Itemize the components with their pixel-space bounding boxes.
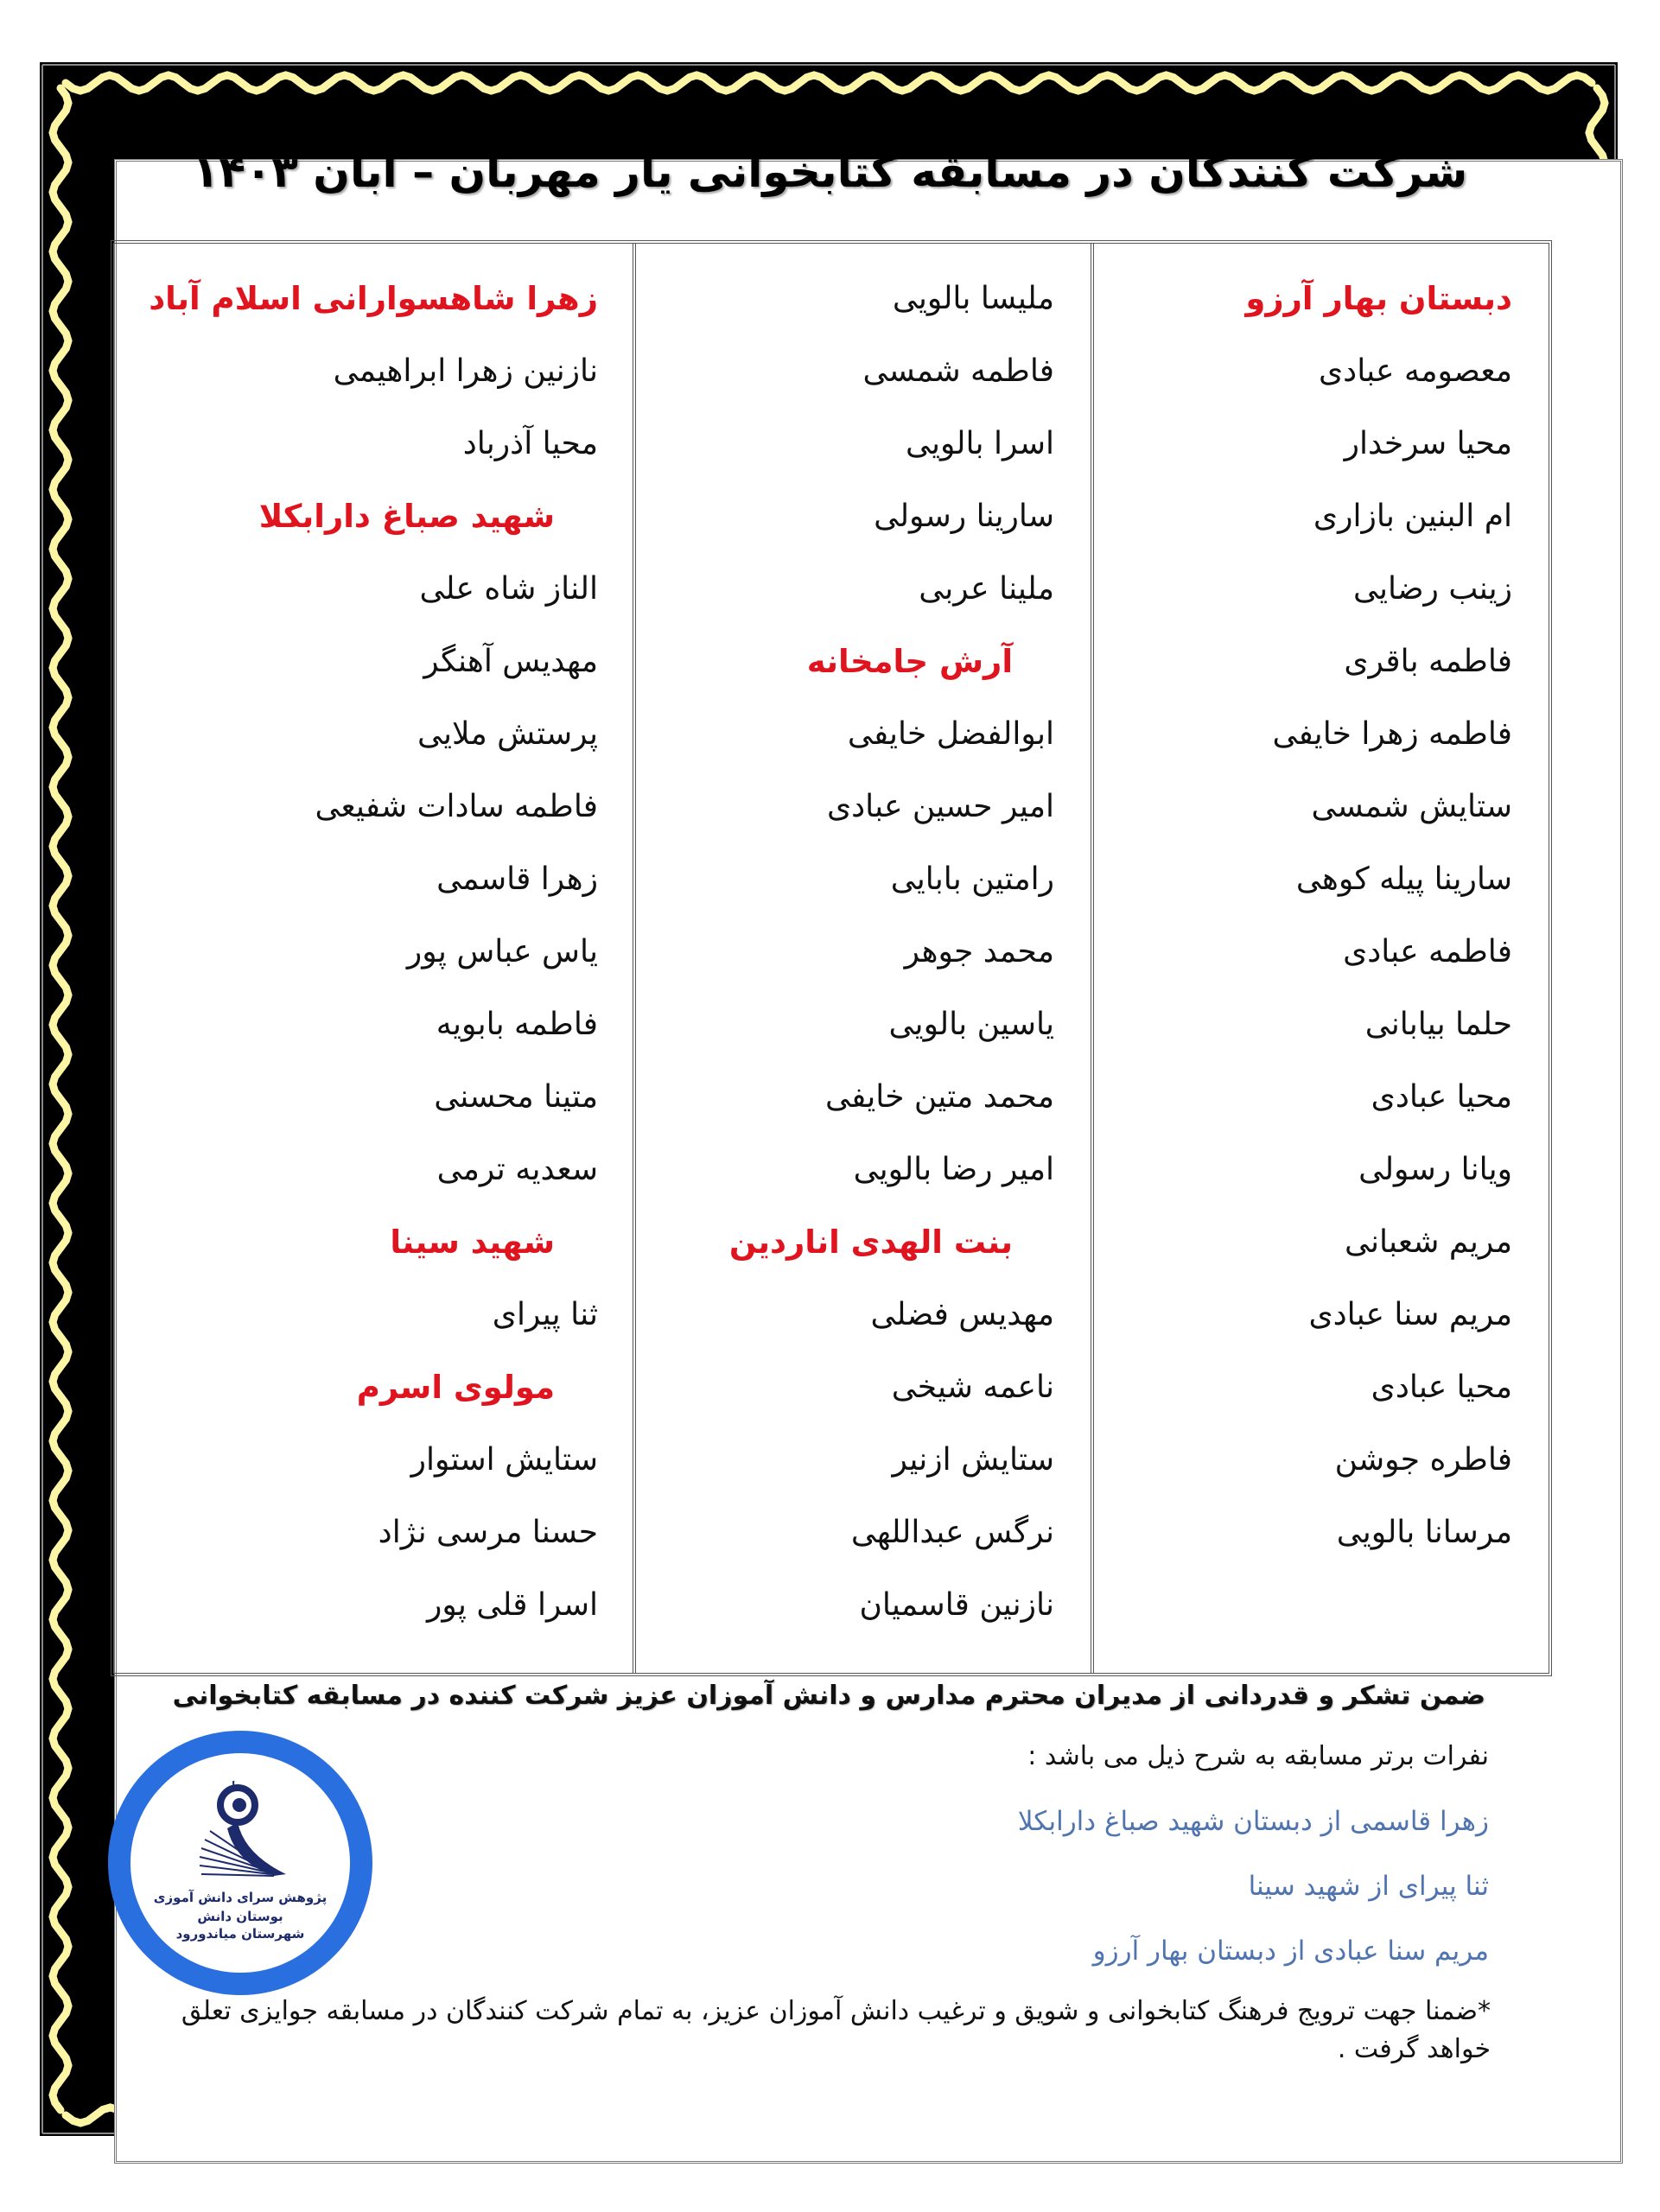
participant-name: زهرا قاسمی (436, 861, 598, 897)
participant-name: مریم شعبانی (1345, 1224, 1512, 1260)
winners-intro: نفرات برتر مسابقه به شرح ذیل می باشد : (1027, 1741, 1489, 1771)
participant-name: ثنا پیرای (492, 1297, 598, 1332)
school-heading: زهرا شاهسوارانی اسلام آباد (149, 280, 598, 317)
table-column-2 (636, 244, 1094, 1673)
participant-name: ستایش ازنیر (892, 1442, 1054, 1478)
participant-name: زینب رضایی (1352, 571, 1512, 607)
participant-name: پرستش ملایی (417, 716, 598, 752)
participant-name: ویانا رسولی (1358, 1152, 1512, 1187)
book-quill-logo-icon (184, 1781, 296, 1885)
school-heading: شهید صباغ دارابکلا (258, 498, 555, 535)
organization-logo (108, 1731, 372, 1995)
school-heading: بنت الهدی اناردین (728, 1224, 1013, 1261)
participant-name: ملیسا بالویی (892, 281, 1054, 316)
participant-name: فاطمه سادات شفیعی (315, 789, 598, 824)
participant-name: حسنا مرسی نژاد (378, 1515, 598, 1550)
participant-name: یاسین بالویی (888, 1007, 1054, 1042)
school-heading: دبستان بهار آرزو (1245, 280, 1512, 317)
participant-name: ستایش شمسی (1311, 789, 1512, 824)
prize-note: *ضمنا جهت ترویج فرهنگ کتابخوانی و شویق و ترغیب دانش آموزان عزیز، به تمام شرکت کنندگان در مسابقه جوایزی تعلق خواهد گرفت . (181, 1996, 1491, 2064)
participant-name: ستایش استوار (410, 1442, 598, 1478)
participant-name: مهدیس آهنگر (423, 644, 598, 679)
participant-name: سارینا پیله کوهی (1295, 861, 1512, 897)
participant-name: محمد متین خایفی (825, 1079, 1054, 1115)
table-column-3 (114, 244, 636, 1673)
participant-name: اسرا قلی پور (426, 1587, 598, 1623)
participant-name: حلما بیابانی (1364, 1007, 1512, 1042)
participant-name: امیر حسین عبادی (826, 789, 1054, 824)
participant-name: سارینا رسولی (874, 499, 1054, 534)
participant-name: امیر رضا بالویی (853, 1152, 1054, 1187)
participant-name: معصومه عبادی (1318, 353, 1512, 389)
participant-name: اسرا بالویی (905, 426, 1054, 461)
participant-name: فاطمه زهرا خایفی (1272, 716, 1512, 752)
participant-name: محیا آذرباد (462, 426, 598, 461)
school-heading: مولوی اسرم (356, 1369, 555, 1406)
thanks-statement: ضمن تشکر و قدردانی از مدیران محترم مدارس و دانش آموزان عزیز شرکت کننده در مسابقه کتابخوانی (172, 1681, 1485, 1711)
logo-line: بوستان دانش (197, 1909, 283, 1924)
logo-line: شهرستان میاندورود (175, 1926, 305, 1942)
participant-name: محمد جوهر (904, 934, 1054, 969)
participant-name: فاطمه بابویه (436, 1007, 598, 1042)
participant-name: محیا عبادی (1371, 1370, 1512, 1405)
school-heading: شهید سینا (390, 1224, 555, 1261)
participant-name: فاطمه عبادی (1343, 934, 1512, 969)
winner-item: مریم سنا عبادی از دبستان بهار آرزو (1092, 1936, 1489, 1967)
participant-name: نرگس عبداللهی (850, 1515, 1054, 1550)
participant-name: مریم سنا عبادی (1308, 1297, 1512, 1332)
participant-name: الناز شاه علی (419, 571, 598, 607)
winner-item: زهرا قاسمی از دبستان شهید صباغ دارابکلا (1017, 1806, 1489, 1837)
participant-name: رامتین بابایی (890, 861, 1054, 897)
participants-table (111, 240, 1552, 1676)
participant-name: ناعمه شیخی (891, 1370, 1054, 1405)
participant-name: مرسانا بالویی (1336, 1515, 1512, 1550)
table-column-1 (1094, 244, 1549, 1673)
participant-name: محیا سرخدار (1344, 426, 1512, 461)
participant-name: ملینا عربی (919, 571, 1054, 607)
participant-name: یاس عباس پور (406, 934, 598, 969)
wave-ornament (66, 75, 1592, 91)
participant-name: ابوالفضل خایفی (847, 716, 1054, 752)
participant-name: فاطره جوشن (1334, 1442, 1512, 1478)
participant-name: ام البنین بازاری (1313, 499, 1512, 534)
winner-item: ثنا پیرای از شهید سینا (1248, 1871, 1489, 1902)
logo-line: پژوهش سرای دانش آموزی (153, 1890, 328, 1905)
participant-name: فاطمه باقری (1344, 644, 1512, 679)
participant-name: مهدیس فضلی (870, 1297, 1054, 1332)
wave-ornament (53, 88, 68, 2110)
participant-name: محیا عبادی (1371, 1079, 1512, 1115)
participant-name: متینا محسنی (434, 1079, 598, 1115)
school-heading: آرش جامخانه (806, 643, 1013, 680)
page-title: شرکت کنندگان در مسابقه کتابخوانی یار مهربان – آبان ۱۴۰۳ (192, 147, 1468, 197)
participant-name: سعدیه ترمی (436, 1152, 598, 1187)
participant-name: فاطمه شمسی (862, 353, 1054, 389)
participant-name: نازنین قاسمیان (859, 1587, 1054, 1623)
participant-name: نازنین زهرا ابراهیمی (333, 353, 598, 389)
